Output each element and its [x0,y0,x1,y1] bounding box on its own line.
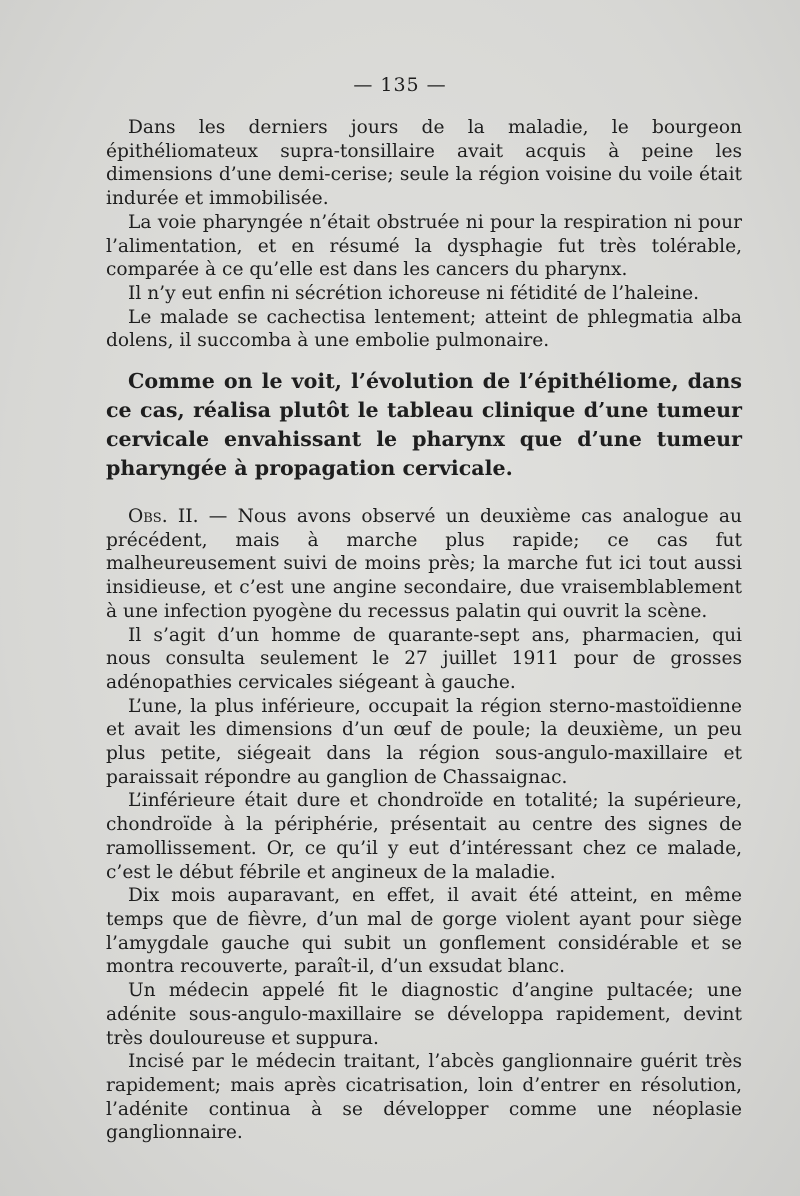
paragraph-2: La voie pharyngée n’était obstruée ni pour la respiration ni pour l’alimentation, et en résumé la dysphagie fut très tolérable, comparée à ce qu’elle est dans les cancers du pharynx. [106,211,742,281]
observation-text: — Nous avons observé un deuxième cas analogue au précédent, mais à marche plus rapide; ce cas fut malheureusement suivi de moins près; la marche fut ici tout aussi insidieuse, et c’est une angine secondaire, due vraisemblablement à une infection pyogène du recessus palatin qui ouvrit la scène. [106,506,742,622]
observation-label: Obs. II. [128,506,199,528]
page-body [106,116,742,1145]
paragraph-1: Dans les derniers jours de la maladie, le bourgeon épithéliomateux supra-tonsillaire avait acquis à peine les dimensions d’une demi-cerise; seule la région voisine du voile était indurée et immobilisée. [106,117,742,210]
conclusion-paragraph: Comme on le voit, l’évolution de l’épithéliome, dans ce cas, réalisa plutôt le tableau clinique d’une tumeur cervicale envahissant le pharynx que d’une tumeur pharyngée à propagation cervicale. [106,369,742,481]
paragraph-8: L’inférieure était dure et chondroïde en totalité; la supérieure, chondroïde à la périphérie, présentait au centre des signes de ramollissement. Or, ce qu’il y eut d’intéressant chez ce malade, c’est le début fébrile et angineux de la maladie. [106,790,742,883]
paragraph-7: L’une, la plus inférieure, occupait la région sterno-mastoïdienne et avait les dimensions d’un œuf de poule; la deuxième, un peu plus petite, siégeait dans la région sous-angulo-maxillaire et paraissait répondre au ganglion de Chassaignac. [106,695,742,788]
page-number: — 135 — [353,74,447,96]
paragraph-6: Il s’agit d’un homme de quarante-sept ans, pharmacien, qui nous consulta seulement le 27 juillet 1911 pour de grosses adénopathies cervicales siégeant à gauche. [106,624,742,693]
paragraph-9: Dix mois auparavant, en effet, il avait été atteint, en même temps que de fièvre, d’un mal de gorge violent ayant pour siège l’amygdale gauche qui subit un gonflement considérable et se montra recouverte, paraît-il, d’un exsudat blanc. [106,885,742,978]
paragraph-4: Le malade se cachectisa lentement; atteint de phlegmatia alba dolens, il succomba à une embolie pulmonaire. [106,306,742,352]
observation-paragraph [106,505,742,624]
paragraph-3: Il n’y eut enfin ni sécrétion ichoreuse ni fétidité de l’haleine. [128,282,700,304]
paragraph-10: Un médecin appelé fit le diagnostic d’angine pultacée; une adénite sous-angulo-maxillaire se développa rapidement, devint très douloureuse et suppura. [106,980,742,1049]
paragraph-11: Incisé par le médecin traitant, l’abcès ganglionnaire guérit très rapidement; mais après cicatrisation, loin d’entrer en résolution, l’adénite continua à se développer comme une néoplasie ganglionnaire. [106,1051,742,1144]
